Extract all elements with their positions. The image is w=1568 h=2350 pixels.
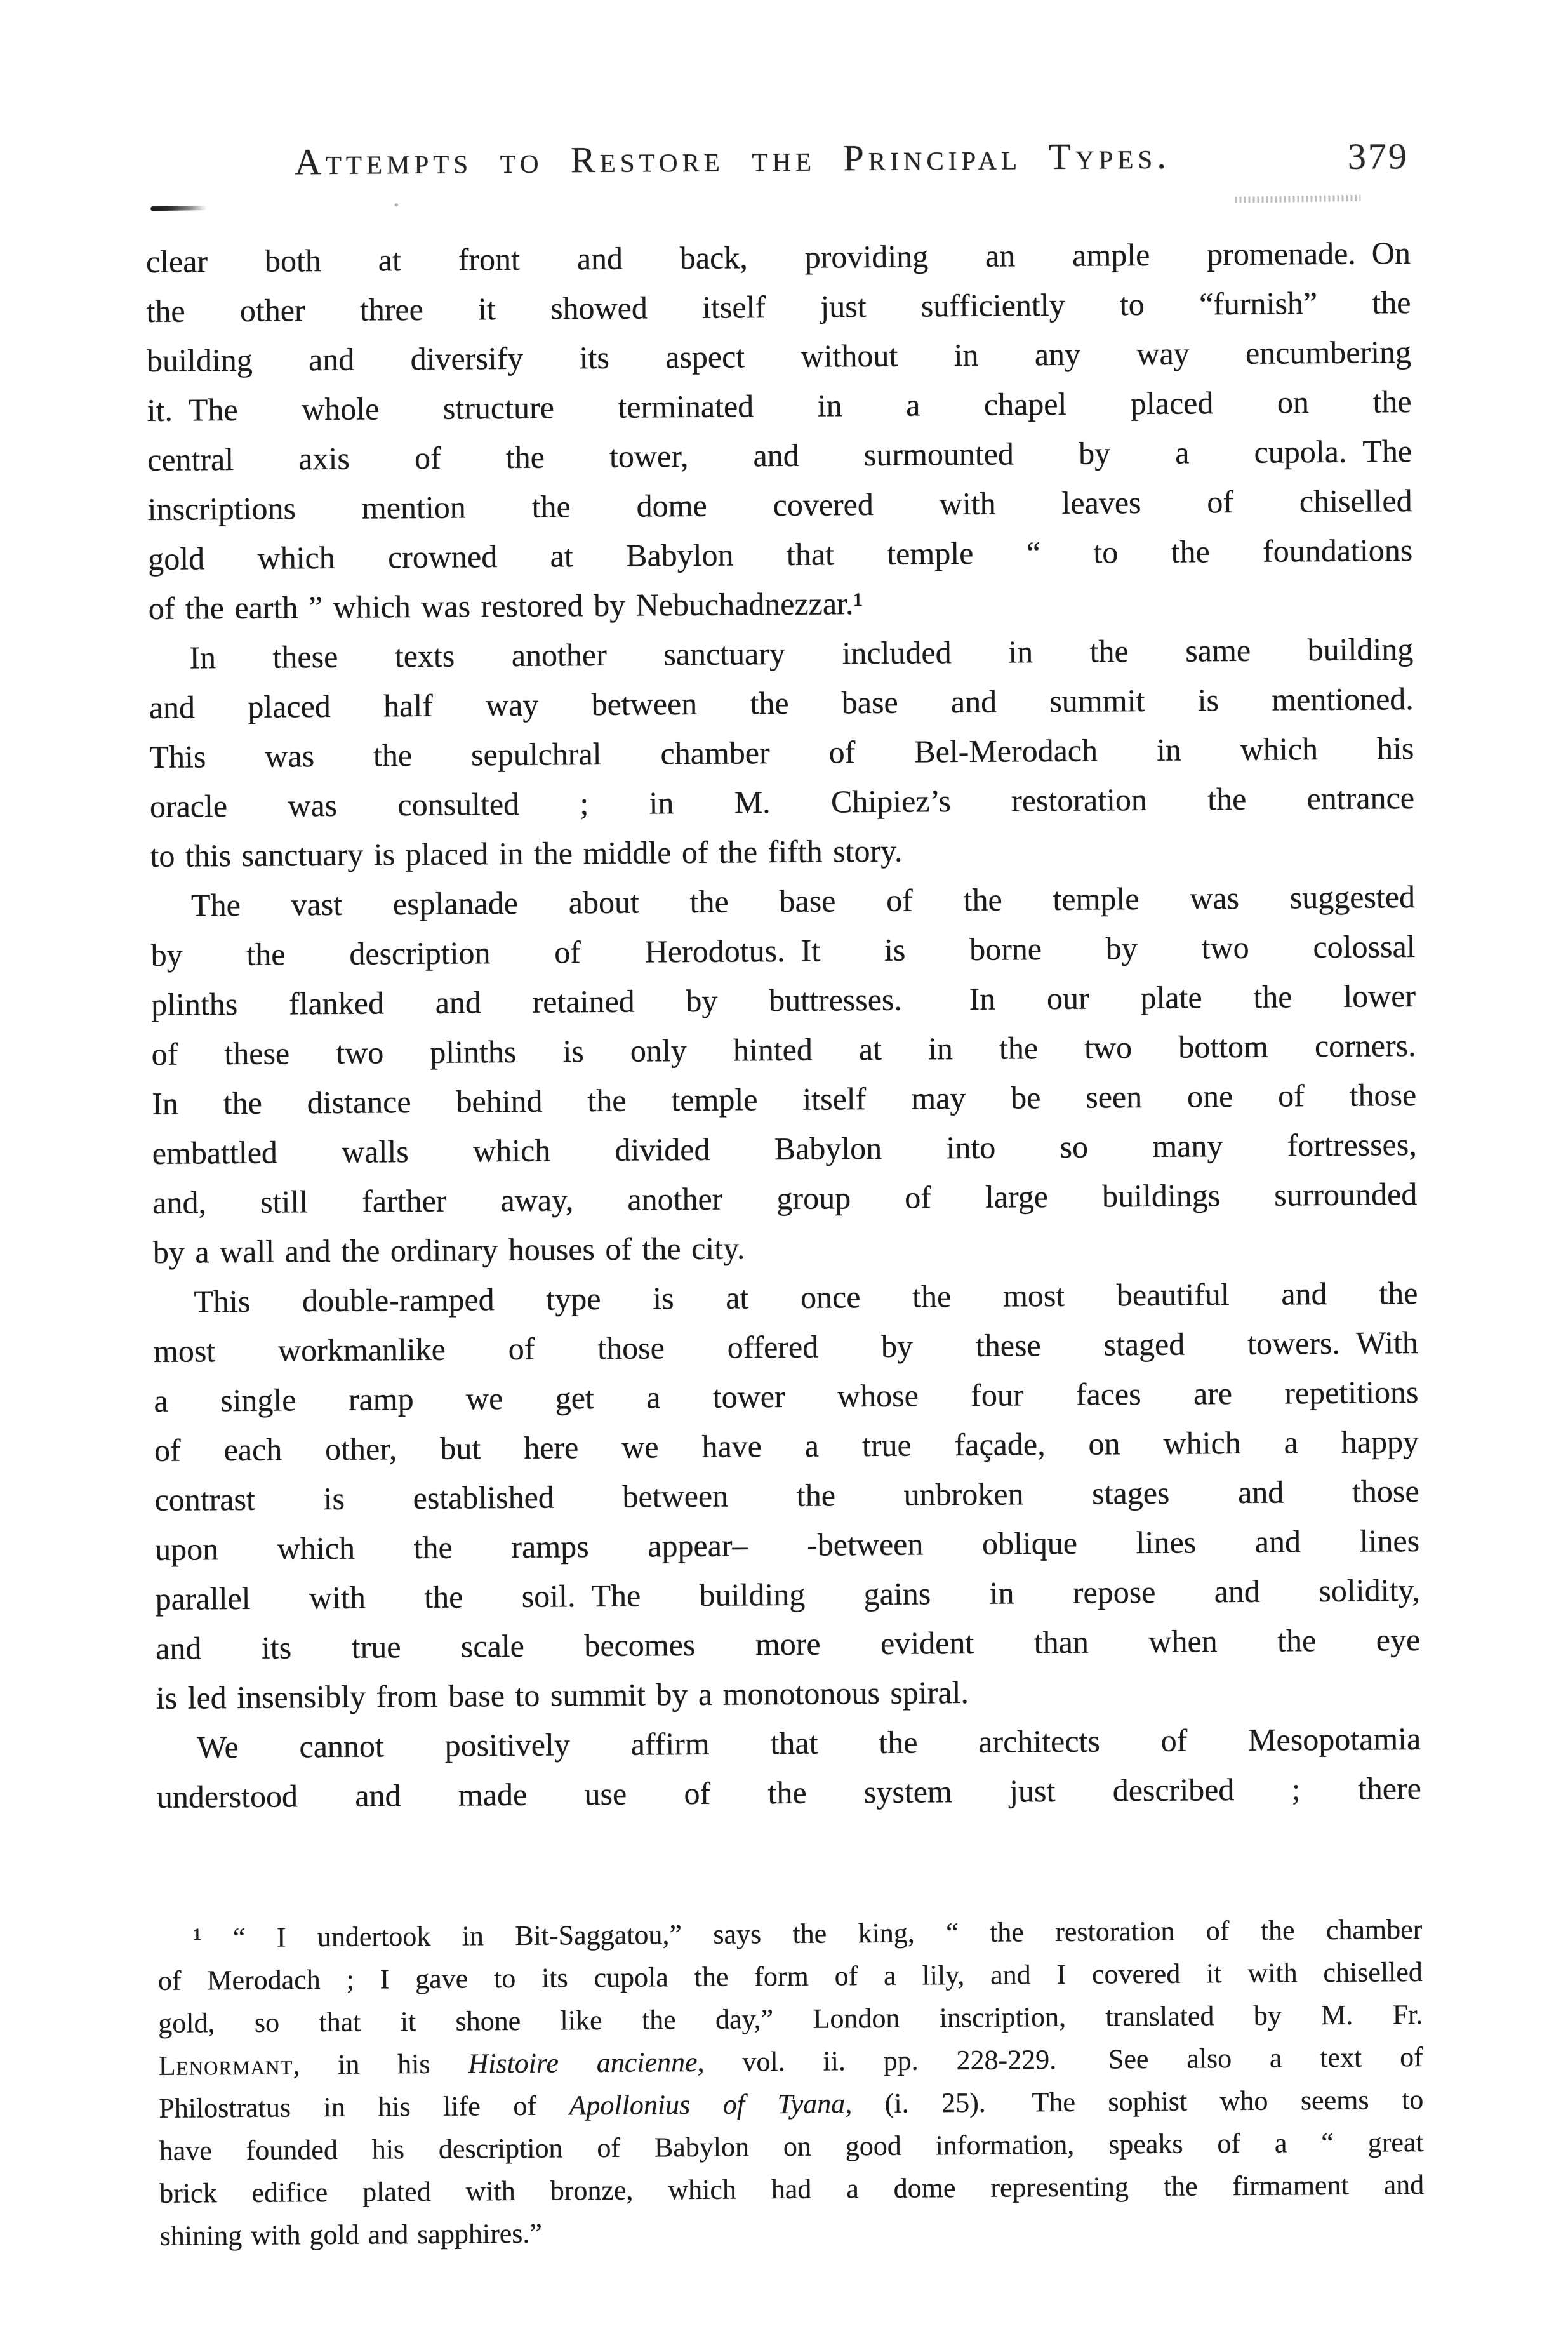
footnote-book-title-italic: Histoire ancienne	[468, 2046, 698, 2080]
text-line: and placed half way between the base and summit is mentioned.	[149, 681, 1414, 725]
scan-artifact-dash	[150, 206, 206, 211]
text-line: The vast esplanade about the base of the temple was suggested	[190, 879, 1416, 923]
text-line: inscriptions mention the dome covered with leaves of chiselled	[147, 483, 1412, 527]
footnote-text-segment: , in his	[293, 2048, 468, 2081]
footnote-book-title-italic: Apollonius of Tyana	[569, 2088, 846, 2121]
text-line: to this sanctuary is placed in the middle of the fifth story.	[150, 832, 903, 874]
text-line: This was the sepulchral chamber of Bel-Merodach in which his	[149, 730, 1414, 775]
text-line: In these texts another sanctuary included in the same building	[189, 631, 1414, 676]
body-text	[146, 228, 1421, 1822]
text-line: it. The whole structure terminated in a chapel placed on the	[147, 384, 1412, 428]
footnote	[157, 1908, 1425, 2257]
footnote-text-segment: brick edifice plated with bronze, which had a dome representing the firmament and	[159, 2169, 1425, 2209]
text-line: In the distance behind the temple itself may be seen one of those	[152, 1077, 1417, 1121]
text-line: by the description of Herodotus. It is borne by two colossal	[150, 928, 1416, 973]
text-line: and, still farther away, another group of large buildings surrounded	[152, 1176, 1418, 1220]
text-line: plinths flanked and retained by buttresses. In our plate the lower	[150, 978, 1416, 1022]
text-line: and its true scale becomes more evident than when the eye	[156, 1622, 1421, 1666]
text-line: parallel with the soil. The building gains in repose and solidity,	[155, 1572, 1420, 1617]
page-title: Attempts to Restore the Principal Types.	[294, 135, 1171, 183]
footnote-author-smallcaps: Lenormant	[158, 2049, 293, 2081]
text-line: of each other, but here we have a true façade, on which a happy	[154, 1424, 1419, 1468]
scan-artifact-smudge	[1235, 195, 1360, 203]
text-line: understood and made use of the system just described ; there	[156, 1770, 1421, 1815]
footnote-text-segment: , (i. 25). The sophist who seems to	[845, 2084, 1424, 2120]
text-line: We cannot positively affirm that the architects of Mesopotamia	[197, 1721, 1421, 1765]
footnote-text-segment: shining with gold and sapphires.”	[159, 2217, 543, 2252]
footnote-text-segment: have founded his description of Babylon on good information, speaks of a “ great	[159, 2126, 1424, 2166]
text-line: upon which the ramps appear– -between oblique lines and lines	[154, 1523, 1420, 1567]
footnote-line	[159, 2163, 1424, 2215]
text-line: oracle was consulted ; in M. Chipiez’s restoration the entrance	[149, 780, 1415, 824]
text-line: central axis of the tower, and surmounted by a cupola. The	[147, 433, 1412, 477]
page-number: 379	[1347, 135, 1409, 177]
text-line: embattled walls which divided Babylon into so many fortresses,	[152, 1126, 1417, 1171]
footnote-text-segment: Philostratus in his life of	[159, 2090, 569, 2124]
footnote-text-segment: of Merodach ; I gave to its cupola the form of a lily, and I covered it with chiselled	[157, 1956, 1423, 1996]
text-line: of the earth ” which was restored by Nebuchadnezzar.¹	[148, 585, 863, 626]
footnote-text-segment: , vol. ii. pp. 228-229. See also a text of	[697, 2041, 1423, 2078]
text-line: is led insensibly from base to summit by a monotonous spiral.	[156, 1674, 969, 1716]
scan-artifact-dot	[394, 203, 398, 206]
footnote-line	[159, 2206, 1424, 2257]
text-line: of these two plinths is only hinted at in the two bottom corners.	[151, 1027, 1416, 1072]
text-line: building and diversify its aspect without in any way encumbering	[146, 334, 1412, 378]
footnote-text-segment: ¹ “ I undertook in Bit-Saggatou,” says the king, “ the restoration of the chamber	[193, 1914, 1423, 1954]
footnote-text-segment: gold, so that it shone like the day,” London inscription, translated by M. Fr.	[158, 1999, 1423, 2039]
text-line: clear both at front and back, providing an ample promenade. On	[145, 235, 1411, 279]
text-line: gold which crowned at Babylon that temple “ to the foundations	[148, 532, 1413, 577]
text-line: most workmanlike of those offered by these staged towers. With	[153, 1325, 1419, 1369]
text-line: This double-ramped type is at once the most beautiful and the	[194, 1275, 1418, 1319]
text-line: a single ramp we get a tower whose four faces are repetitions	[154, 1374, 1419, 1419]
text-line: contrast is established between the unbroken stages and those	[154, 1473, 1419, 1518]
text-line: by a wall and the ordinary houses of the city.	[152, 1230, 745, 1270]
running-header	[145, 131, 1411, 197]
text-line: the other three it showed itself just sufficiently to “furnish” the	[146, 284, 1411, 329]
